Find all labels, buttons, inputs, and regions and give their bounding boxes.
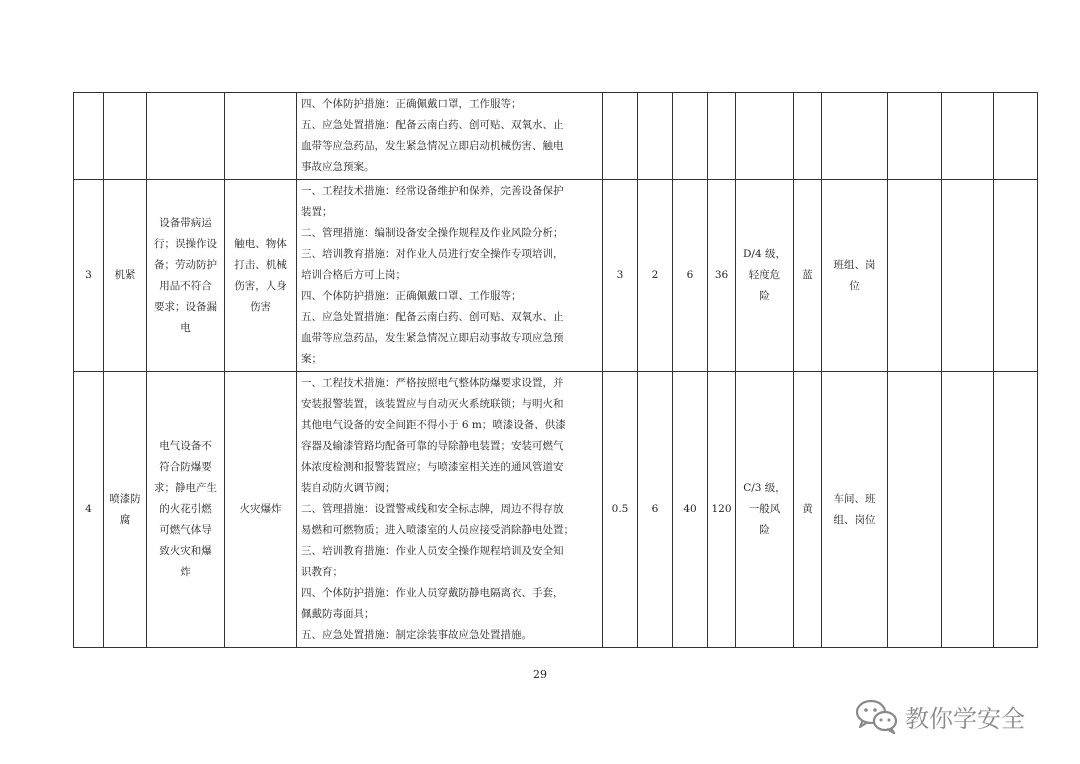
cell-line: 三、培训教育措施：对作业人员进行安全操作专项培训， [301, 248, 564, 260]
cell-l-value: 0.5 [603, 372, 638, 648]
table-row [74, 180, 1038, 372]
cell-line: 四、个体防护措施：正确佩戴口罩，工作服等； [301, 98, 522, 110]
cell-control-level [822, 372, 888, 648]
cell-line: 血带等应急药品，发生紧急情况立即启动机械伤害、触电 [301, 140, 564, 152]
cell-blank [994, 180, 1038, 372]
cell-line: 三、培训教育措施：作业人员安全操作规程培训及安全知 [301, 545, 564, 557]
cell-line: 一、工程技术措施：经常设备维护和保养，完善设备保护 [301, 185, 564, 197]
cell-line: 可燃气体导 [159, 524, 212, 536]
cell-line: 一般风 [748, 503, 781, 515]
cell-line: 血带等应急药品，发生紧急情况立即启动事故专项应急预 [301, 332, 564, 344]
cell-line: 车间、班 [833, 492, 876, 505]
cell-line: 体浓度检测和报警装置应；与喷漆室相关连的通风管道安 [301, 461, 564, 473]
cell-hazard [147, 93, 225, 180]
cell-number [74, 93, 104, 180]
cell-line: 识教育； [301, 566, 343, 578]
cell-blank [942, 372, 994, 648]
cell-line: 险 [759, 290, 770, 302]
cell-l-value [603, 93, 638, 180]
cell-line: 五、应急处置措施：制定涂装事故应急处置措施。 [301, 629, 532, 641]
cell-risk-color [794, 93, 822, 180]
cell-accident-type [225, 180, 297, 372]
cell-hazard [147, 180, 225, 372]
cell-line: 设备带病运 [159, 216, 212, 229]
cell-line: 二、管理措施：设置警戒线和安全标志牌，周边不得存放 [301, 503, 564, 515]
cell-risk-level [736, 372, 794, 648]
cell-c-value [673, 93, 708, 180]
table-row [74, 93, 1038, 180]
cell-line: 位 [849, 279, 860, 292]
cell-line: 符合防爆要 [159, 461, 212, 473]
cell-line: 培训合格后方可上岗； [301, 269, 406, 281]
page-number: 29 [533, 668, 547, 681]
cell-line: 打击、机械 [234, 258, 287, 271]
cell-number: 4 [74, 372, 104, 648]
cell-line: D/4 级， [743, 248, 786, 260]
cell-line: 伤害，人身 [234, 279, 287, 292]
cell-line: 电 [180, 321, 191, 334]
watermark [855, 698, 1025, 734]
cell-line: 容器及输漆管路均配备可靠的导除静电装置；安装可燃气 [301, 440, 564, 452]
cell-line: 四、个体防护措施：作业人员穿戴防静电隔离衣、手套， [301, 587, 564, 599]
cell-blank [888, 93, 942, 180]
cell-line: 触电、物体 [234, 237, 287, 250]
table-row [74, 372, 1038, 648]
cell-line: 其他电气设备的安全间距不得小于 6 m；喷漆设备、供漆 [301, 419, 566, 431]
cell-line: 的火花引燃 [159, 503, 212, 515]
cell-accident-type [225, 93, 297, 180]
cell-line: 装自动防火调节阀； [301, 482, 396, 494]
cell-line: C/3 级， [743, 482, 786, 494]
cell-line: 组、岗位 [833, 513, 876, 526]
cell-line: 备；劳动防护 [154, 258, 217, 271]
cell-line: 二、管理措施：编制设备安全操作规程及作业风险分析； [301, 227, 564, 239]
cell-number: 3 [74, 180, 104, 372]
cell-risk-color: 蓝 [794, 180, 822, 372]
cell-line: 伤害 [250, 300, 271, 313]
cell-line: 事故应急预案。 [301, 161, 375, 173]
cell-line: 易燃和可燃物质；进入喷漆室的人员应接受消除静电处置； [301, 524, 574, 536]
cell-l-value: 3 [603, 180, 638, 372]
cell-risk-level [736, 93, 794, 180]
wechat-icon [855, 698, 899, 734]
cell-line: 轻度危 [748, 269, 781, 281]
cell-line: 火灾爆炸 [239, 503, 282, 515]
cell-line: 五、应急处置措施：配备云南白药、创可贴、双氧水、止 [301, 119, 564, 131]
cell-e-value: 6 [638, 372, 673, 648]
cell-blank [888, 372, 942, 648]
cell-c-value: 6 [673, 180, 708, 372]
cell-line: 佩戴防毒面具； [301, 608, 375, 620]
cell-d-value: 36 [708, 180, 736, 372]
cell-blank [888, 180, 942, 372]
cell-line: 案； [301, 353, 322, 365]
cell-line: 炸 [180, 566, 191, 578]
cell-control-measures [297, 180, 603, 372]
cell-line: 安装报警装置，该装置应与自动灭火系统联锁；与明火和 [301, 398, 564, 410]
cell-line: 四、个体防护措施：正确佩戴口罩、工作服等； [301, 290, 522, 302]
cell-accident-type [225, 372, 297, 648]
cell-c-value: 40 [673, 372, 708, 648]
watermark-text: 教你学安全 [905, 704, 1025, 733]
cell-line: 五、应急处置措施：配备云南白药、创可贴、双氧水、止 [301, 311, 564, 323]
cell-blank [942, 180, 994, 372]
cell-control-level [822, 93, 888, 180]
cell-line: 班组、岗 [833, 258, 876, 271]
cell-line: 一、工程技术措施：严格按照电气整体防爆要求设置，并 [301, 377, 564, 389]
cell-blank [994, 93, 1038, 180]
cell-work-item [104, 93, 147, 180]
cell-line: 致火灾和爆 [159, 545, 212, 557]
cell-d-value: 120 [708, 372, 736, 648]
cell-control-measures [297, 372, 603, 648]
cell-control-measures [297, 93, 603, 180]
cell-risk-level [736, 180, 794, 372]
cell-line: 险 [759, 524, 770, 536]
cell-hazard [147, 372, 225, 648]
cell-line: 要求；设备漏 [154, 300, 217, 313]
cell-line: 求；静电产生 [154, 482, 217, 494]
cell-control-level [822, 180, 888, 372]
cell-line: 用品不符合 [159, 279, 212, 292]
cell-blank [942, 93, 994, 180]
cell-e-value [638, 93, 673, 180]
cell-risk-color: 黄 [794, 372, 822, 648]
risk-assessment-table [73, 92, 1038, 648]
cell-work-item: 机紧 [104, 180, 147, 372]
cell-work-item: 喷漆防腐 [104, 372, 147, 648]
cell-blank [994, 372, 1038, 648]
cell-line: 装置； [301, 206, 333, 218]
cell-d-value [708, 93, 736, 180]
cell-e-value: 2 [638, 180, 673, 372]
cell-line: 电气设备不 [159, 440, 212, 452]
cell-line: 行；误操作设 [154, 237, 217, 250]
